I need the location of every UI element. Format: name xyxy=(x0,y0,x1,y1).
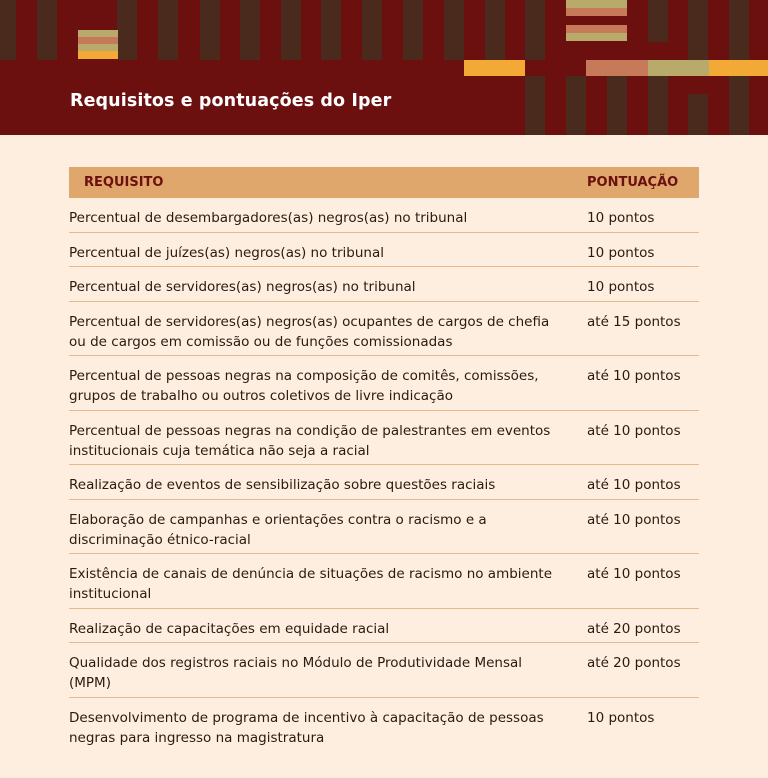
decorative-stripe xyxy=(525,76,545,135)
decorative-stripe xyxy=(729,76,749,135)
score-cell: até 20 pontos xyxy=(587,655,681,671)
decorative-block xyxy=(566,8,627,16)
decorative-stripe xyxy=(158,0,178,60)
decorative-stripe xyxy=(281,0,301,60)
decorative-stripe xyxy=(566,76,586,135)
decorative-stripe xyxy=(403,0,423,60)
requirement-cell: Elaboração de campanhas e orientações contra o racismo e a discriminação étnico-racial xyxy=(69,511,487,548)
requirement-cell: Percentual de juízes(as) negros(as) no tribunal xyxy=(69,244,384,261)
score-cell: até 10 pontos xyxy=(587,511,681,528)
decorative-stripe xyxy=(648,76,668,135)
decorative-block xyxy=(566,0,627,8)
requirement-cell: Realização de capacitações em equidade racial xyxy=(69,620,390,637)
decorative-stripe xyxy=(362,0,382,60)
decorative-stripe xyxy=(607,76,627,135)
requirements-table xyxy=(69,167,699,752)
decorative-band xyxy=(586,60,648,76)
requirement-cell: Percentual de servidores(as) negros(as) ocupantes de cargos de chefia ou de cargos em comissão ou de funções comissionadas xyxy=(69,313,550,350)
table-row xyxy=(69,267,699,302)
decorative-stripe xyxy=(648,0,668,42)
page-title: Requisitos e pontuações do Iper xyxy=(70,91,392,111)
table-row xyxy=(69,198,699,233)
score-cell: 10 pontos xyxy=(587,244,655,261)
table-row xyxy=(69,698,699,753)
decorative-stripe xyxy=(525,0,545,60)
decorative-block xyxy=(566,25,627,33)
decorative-band xyxy=(648,60,709,76)
requirement-cell: Qualidade dos registros raciais no Módulo de Produtividade Mensal (MPM) xyxy=(69,655,523,691)
decorative-stripe xyxy=(0,0,16,60)
table-row xyxy=(69,554,699,609)
decorative-block xyxy=(78,44,118,51)
decorative-block xyxy=(78,37,118,44)
decorative-stripe xyxy=(240,0,260,60)
decorative-stripe xyxy=(200,0,220,60)
table-row xyxy=(69,609,699,644)
header-banner xyxy=(0,0,768,135)
decorative-band xyxy=(464,60,525,76)
requirement-cell: Realização de eventos de sensibilização sobre questões raciais xyxy=(69,477,496,493)
score-cell: 10 pontos xyxy=(587,279,655,295)
table-row xyxy=(69,643,699,698)
requirement-cell: Percentual de pessoas negras na composição de comitês, comissões, grupos de trabalho ou outros coletivos de livre indicação xyxy=(69,368,539,404)
decorative-block xyxy=(78,30,118,37)
decorative-stripe xyxy=(688,0,708,60)
decorative-band xyxy=(709,60,768,76)
table-header xyxy=(69,167,699,198)
decorative-stripe xyxy=(321,0,341,60)
table-row xyxy=(69,302,699,357)
table-row xyxy=(69,411,699,466)
table-row xyxy=(69,356,699,411)
decorative-stripe xyxy=(729,0,749,60)
requirement-cell: Existência de canais de denúncia de situações de racismo no ambiente institucional xyxy=(69,566,553,602)
score-cell: até 10 pontos xyxy=(587,477,681,493)
requirement-cell: Desenvolvimento de programa de incentivo à capacitação de pessoas negras para ingresso na magistratura xyxy=(69,709,544,746)
score-cell: até 20 pontos xyxy=(587,620,681,637)
score-cell: até 10 pontos xyxy=(587,422,681,439)
requirement-cell: Percentual de servidores(as) negros(as) no tribunal xyxy=(69,279,416,295)
requirement-cell: Percentual de pessoas negras na condição de palestrantes em eventos institucionais cuja temática não seja a racial xyxy=(69,422,551,459)
score-cell: até 10 pontos xyxy=(587,566,681,582)
requirement-cell: Percentual de desembargadores(as) negros(as) no tribunal xyxy=(69,210,468,226)
table-row xyxy=(69,465,699,500)
table-row xyxy=(69,500,699,555)
score-cell: 10 pontos xyxy=(587,210,655,226)
decorative-stripe xyxy=(688,94,708,135)
decorative-block xyxy=(78,51,118,59)
decorative-stripe xyxy=(117,0,137,60)
table-row xyxy=(69,233,699,268)
score-cell: até 10 pontos xyxy=(587,368,681,384)
decorative-block xyxy=(566,33,627,41)
score-cell: 10 pontos xyxy=(587,709,655,726)
decorative-stripe xyxy=(37,0,57,60)
column-header-score: PONTUAÇÃO xyxy=(587,175,679,190)
decorative-stripe xyxy=(485,0,505,60)
score-cell: até 15 pontos xyxy=(587,313,681,330)
column-header-requirement: REQUISITO xyxy=(84,175,164,190)
decorative-stripe xyxy=(444,0,464,60)
